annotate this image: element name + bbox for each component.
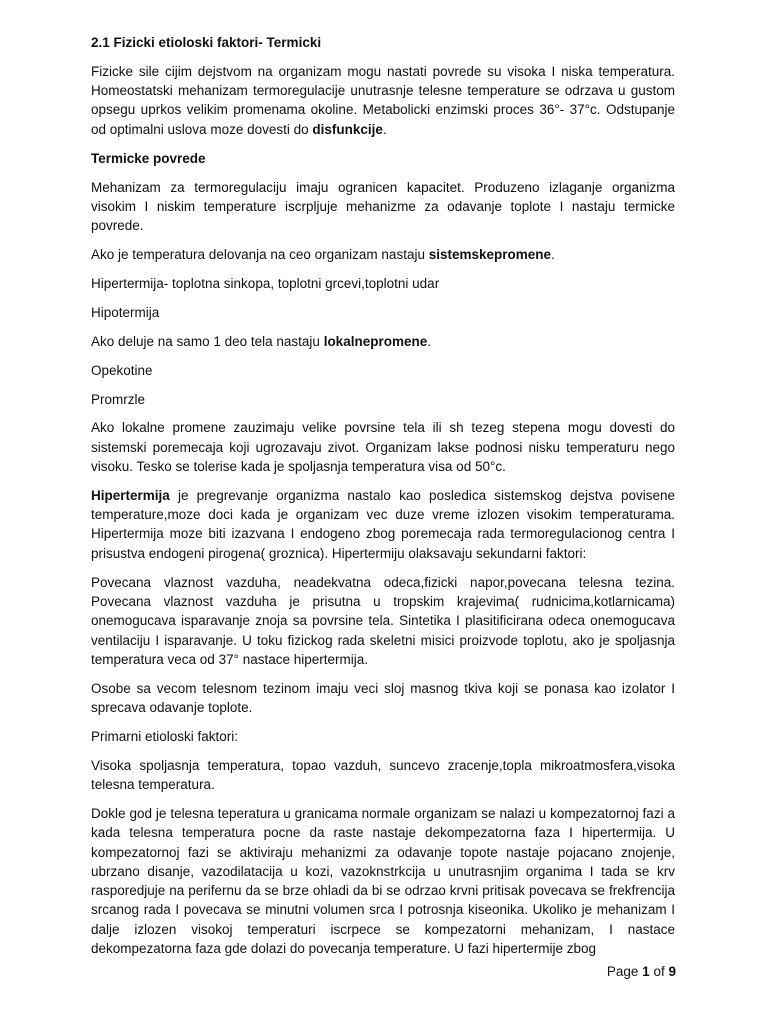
lokalne-text: Ako deluje na samo 1 deo tela nastaju	[91, 333, 320, 349]
hipertermija-def-text: je pregrevanje organizma nastalo kao posledica sistemskog dejstva povisene temperature,moze doci kada je organizam vec duze vreme izlozen visokim temperaturama. Hipertermija moze biti izazvana I endogeno zbog poremecaja rada termoregulacionog centra I prisustva endogeni pirogena( groznica). Hipertermiju olaksavaju sekundarni faktori:	[91, 487, 675, 561]
paragraph-lokalne	[91, 332, 675, 351]
sistemske-text: Ako je temperatura delovanja na ceo organizam nastaju	[91, 247, 425, 263]
intro-paragraph	[91, 62, 675, 139]
page-total-number: 9	[668, 964, 676, 979]
intro-bold-term: disfunkcije	[312, 121, 383, 137]
document-body	[91, 33, 675, 968]
paragraph-visoka-temperatura: Visoka spoljasnja temperatura, topao vazduh, suncevo zracenje,topla mikroatmosfera,visoka telesna temperatura.	[91, 757, 675, 793]
paragraph-telesna-tezina: Osobe sa vecom telesnom tezinom imaju veci sloj masnog tkiva koji se ponasa kao izolator I sprecava odavanje toplote.	[91, 680, 675, 716]
lokalne-bold-term: lokalnepromene	[323, 333, 428, 349]
page-word: Page	[606, 964, 639, 979]
intro-end: .	[382, 121, 387, 137]
paragraph-hipertermija-def	[91, 486, 675, 563]
paragraph-primarni-faktori: Primarni etioloski faktori:	[91, 728, 239, 744]
paragraph-kompezatorna-faza: Dokle god je telesna teperatura u granicama normale organizam se nalazi u kompezatornoj fazi a kada telesna temperatura pocne da raste nastaje dekompezatorna faza I hipertermija. U kompezatornoj fazi se aktiviraju mehanizmi za odavanje topote nastaje pojacano znojenje, ubrzano disanje, vazodilatacija u kozi, vazoknstrkcija u unutrasnjim organima I tada se krv rasporedjuje na perifernu da se brze ohladi da bi se odrzao krvni pritisak povecava se frekfrencija srcanog rada I povecava se minutni volumen srca I potrosnja kiseonika. Ukoliko je mehanizam I dalje izlozen visokoj temperaturi iscrpece se kompezatorni mehanizam, I nastace dekompezatorna faza gde dolazi do povecanja temperature. U fazi hipertermije zbog	[91, 806, 675, 957]
paragraph-lokalne-promene: Ako lokalne promene zauzimaju velike povrsine tela ili sh tezeg stepena mogu dovesti do sistemski poremecaja koji ugrozavaju zivot. Organizam lakse podnosi nisku temperaturu nego visoku. Tesko se tolerise kada je spoljasnja temperatura visa od 50°c.	[91, 420, 675, 474]
page-number-footer	[607, 963, 676, 981]
hipertermija-bold-term: Hipertermija	[91, 487, 170, 503]
paragraph-hipertermija-list: Hipertermija- toplotna sinkopa, toplotni grcevi,toplotni udar	[91, 275, 440, 291]
paragraph-sistemske	[91, 245, 675, 264]
paragraph-promrzle: Promrzle	[91, 391, 146, 407]
paragraph-mehanizam: Mehanizam za termoregulaciju imaju ogranicen kapacitet. Produzeno izlaganje organizma visokim I niskim temperature iscrpljuje mehanizme za odavanje toplote I nastaju termicke povrede.	[91, 179, 675, 234]
sistemske-bold-term: sistemskepromene	[428, 247, 552, 263]
paragraph-opekotine: Opekotine	[91, 362, 153, 378]
intro-text: Fizicke sile cijim dejstvom na organizam mogu nastati povrede su visoka I niska temperatura. Homeostatski mehanizam termoregulacije unutrasnje telesne temperature se odrzava u gustom opsegu uprkos velikim promenama okoline. Metabolicki enzimski proces 36°- 37°c. Odstupanje od optimalni uslova moze dovesti do	[91, 63, 675, 137]
page-current-number: 1	[642, 964, 650, 979]
lokalne-end: .	[427, 333, 431, 349]
section-heading: 2.1 Fizicki etioloski faktori- Termicki	[91, 35, 322, 50]
paragraph-vlaznost: Povecana vlaznost vazduha, neadekvatna odeca,fizicki napor,povecana telesna tezina. Povecana vlaznost vazduha je prisutna u tropskim krajevima( rudnicima,kotlarnicama) onemogucava isparavanje znoja sa povrsine tela. Sintetika I plasitificirana odeca onemogucava ventilaciju I isparavanje. U toku fizickog rada skeletni misici proizvode toplotu, ako je spoljasnja temperatura veca od 37° nastace hipertermija.	[91, 574, 675, 667]
sistemske-end: .	[551, 247, 555, 263]
subheading-termicke-povrede: Termicke povrede	[91, 150, 206, 166]
page-of-word: of	[653, 964, 665, 979]
paragraph-hipotermija: Hipotermija	[91, 304, 160, 320]
